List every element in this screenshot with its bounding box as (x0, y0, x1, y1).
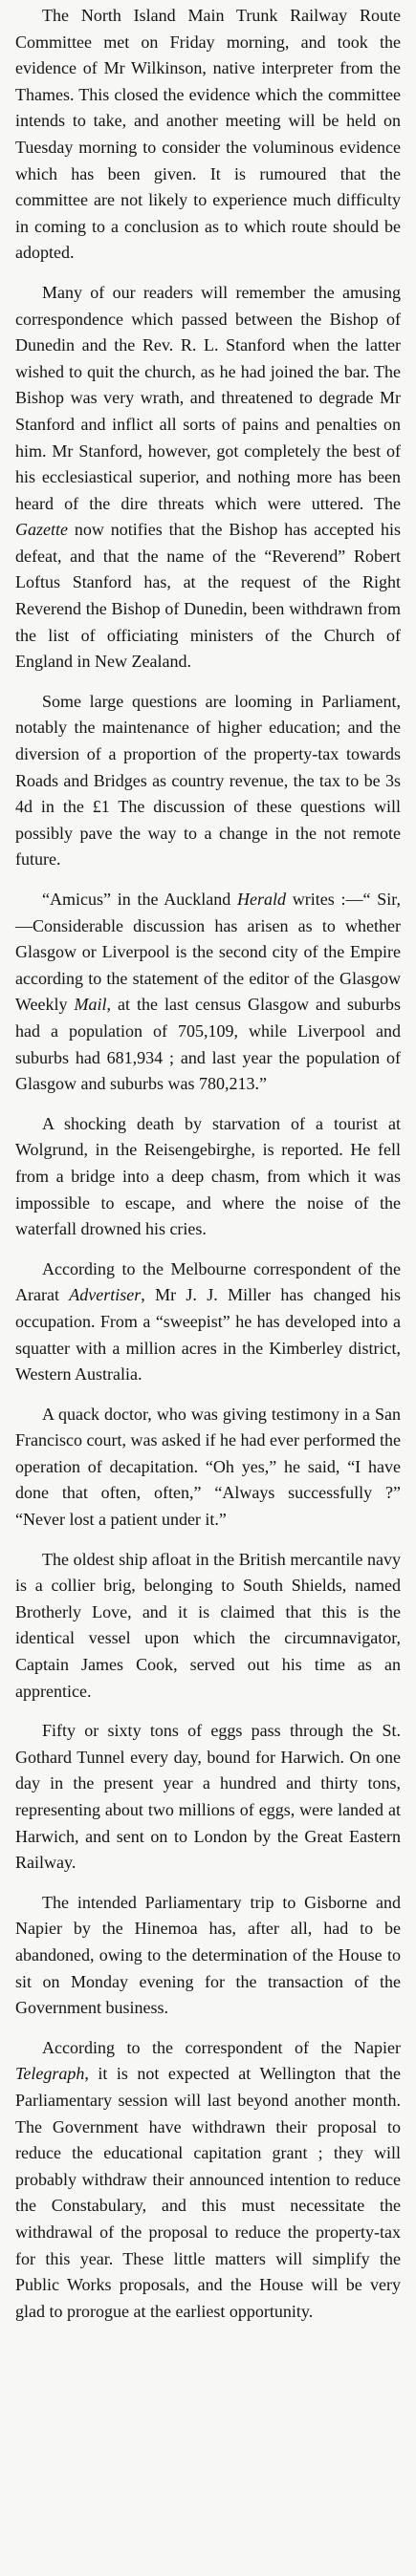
article-paragraph (15, 1547, 401, 1706)
paragraph-text: According to the correspondent of the Napier (42, 2037, 401, 2057)
paragraph-text: The intended Parliamentary trip to Gisborne and Napier by the Hinemoa has, after all, had to be abandoned, owing to the determination of the House to sit on Monday evening for the transaction of the Government business. (15, 1892, 401, 2018)
italic-text: Mail (74, 995, 107, 1015)
article-paragraph (15, 1256, 401, 1388)
paragraph-text: , it is not expected at Wellington that the Parliamentary session will last beyond another month. The Government have withdrawn their proposal to reduce the educational capitation grant ; they will probably withdraw their announced intention to reduce the Constabulary, and this must necessitate the withdrawal of the proposal to reduce the property-tax for this year. These little matters will simplify the Public Works proposals, and the House will be very glad to prorogue at the earliest opportunity. (15, 2064, 401, 2321)
article-paragraph (15, 1402, 401, 1534)
paragraph-text: , Mr J. J. Miller has changed his occupation. From a “sweepist” he has developed into a squatter with a million acres in the Kimberley district, Western Australia. (15, 1285, 402, 1385)
italic-text: Advertiser (69, 1285, 142, 1305)
paragraph-text: According to the Melbourne correspondent of the Ararat (15, 1258, 401, 1305)
paragraph-text: A shocking death by starvation of a tourist at Wolgrund, in the Reisengebirghe, is reported. He fell from a bridge into a deep chasm, from which it was impossible to escape, and where the noise of the waterfall drowned his cries. (15, 1113, 401, 1239)
article-paragraph (15, 689, 401, 873)
paragraph-text: Fifty or sixty tons of eggs pass through the St. Gothard Tunnel every day, bound for Harwich. On one day in the present year a hundred and thirty tons, representing about two millions of eggs, were landed at Harwich, and sent on to London by the Great Eastern Railway. (15, 1721, 401, 1873)
article-paragraph (15, 280, 401, 676)
italic-text: Herald (236, 890, 286, 909)
paragraph-text: , at the last census Glasgow and suburbs had a population of 705,109, while Liverpool and suburbs had 681,934 ; and last year the population of Glasgow and suburbs was 780,213.” (15, 995, 401, 1094)
article-paragraph (15, 1718, 401, 1877)
article-paragraph (15, 2035, 401, 2326)
paragraph-text: Some large questions are looming in Parliament, notably the maintenance of higher education; and the diversion of a proportion of the property-tax towards Roads and Bridges as country revenue, the tax to be 3s 4d in the £1 The discussion of these questions will possibly pave the way to a change in the not remote future. (15, 691, 401, 869)
italic-text: Gazette (15, 520, 68, 540)
paragraph-text: writes :—“ Sir,—Considerable discussion has arisen as to whether Glasgow or Liverpool is the second city of the Empire according to the statement of the editor of the Glasgow Weekly (15, 890, 401, 1015)
paragraph-text: Many of our readers will remember the amusing correspondence which passed between the Bishop of Dunedin and the Rev. R. L. Stanford when the latter wished to quit the church, as he had joined the bar. The Bishop was very wrath, and threatened to degrade Mr Stanford and inflict all sorts of pains and penalties on him. Mr Stanford, however, got completely the best of his ecclesiastical superior, and nothing more has been heard of the dire threats which were uttered. The (15, 282, 401, 513)
paragraph-text: A quack doctor, who was giving testimony in a San Francisco court, was asked if he had ever performed the operation of decapitation. “Oh yes,” he said, “I have done that often, often,” “Always successfully ?” “Never lost a patient under it.” (15, 1404, 401, 1530)
paragraph-text: now notifies that the Bishop has accepted his defeat, and that the name of the “Reverend” Robert Loftus Stanford has, at the request of the Right Reverend the Bishop of Dunedin, been withdrawn from the list of officiating ministers of the Church of England in New Zealand. (15, 520, 401, 672)
article-paragraph (15, 1890, 401, 2022)
italic-text: Telegraph (15, 2064, 85, 2084)
paragraph-text: The oldest ship afloat in the British mercantile navy is a collier brig, belonging to South Shields, named Brotherly Love, and it is claimed that this is the identical vessel upon which the circumnavigator, Captain James Cook, served out his time as an apprentice. (15, 1549, 401, 1701)
article-paragraph (15, 1111, 401, 1243)
article-paragraph (15, 3, 401, 267)
paragraph-text: “Amicus” in the Auckland (42, 890, 237, 909)
paragraph-text: The North Island Main Trunk Railway Route Committee met on Friday morning, and took the evidence of Mr Wilkinson, native interpreter from the Thames. This closed the evidence which the committee intends to take, and another meeting will be held on Tuesday morning to consider the voluminous evidence which has been given. It is rumoured that the committee are not likely to experience much difficulty in coming to a conclusion as to which route should be adopted. (15, 6, 401, 263)
article-paragraph (15, 887, 401, 1098)
